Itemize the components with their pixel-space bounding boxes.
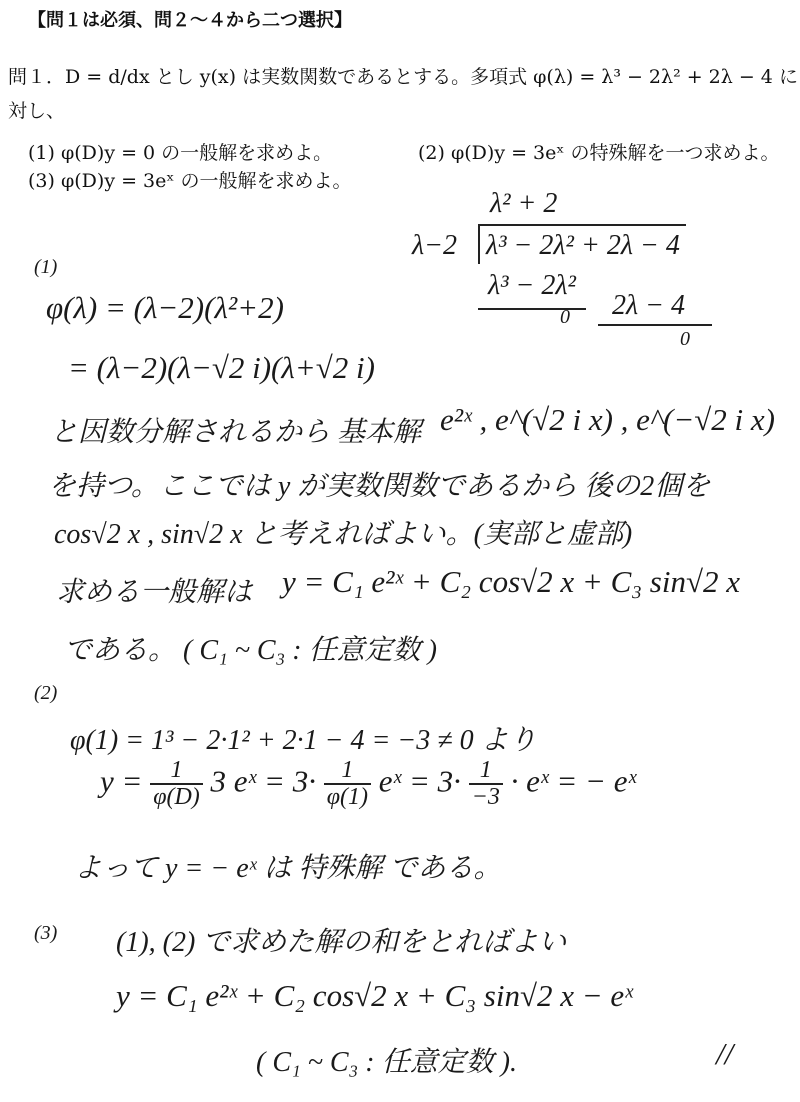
solution-2-term-3: · eˣ = − eˣ <box>510 763 637 799</box>
solution-1-line-7: である。 ( C₁ ~ C₃ : 任意定数 ) <box>64 635 437 666</box>
solution-1-line-1: φ(λ) = (λ−2)(λ²+2) <box>46 290 284 325</box>
fraction-numerator: 1 <box>469 758 503 785</box>
division-subtract: λ³ − 2λ² <box>488 270 576 301</box>
fraction-numerator: 1 <box>150 758 203 785</box>
solution-1-line-2: = (λ−2)(λ−√2 i)(λ+√2 i) <box>68 350 375 385</box>
solution-3-constants-note: ( C₁ ~ C₃ : 任意定数 ). <box>256 1047 517 1078</box>
division-rule-2 <box>598 324 712 326</box>
division-divisor: λ−2 <box>412 230 458 261</box>
fraction-denominator: −3 <box>471 784 500 811</box>
solution-3-label: (3) <box>34 922 58 944</box>
problem-line-2: 対し、 <box>8 100 66 122</box>
solution-2-equation <box>100 758 636 810</box>
solution-3-line-1: (1), (2) で求めた解の和をとればよい <box>116 927 567 958</box>
header-note: 【問１は必須、問２〜４から二つ選択】 <box>28 10 352 31</box>
fraction-1-over-phi-D <box>150 758 203 810</box>
solution-1-line-3a: と因数分解されるから 基本解 <box>50 417 422 448</box>
solution-2-y: y = <box>100 763 143 799</box>
fraction-1-over-phi-1 <box>324 758 371 810</box>
division-remainder: 2λ − 4 <box>612 290 686 321</box>
solution-1-label: (1) <box>34 256 58 278</box>
solution-2-line-1: φ(1) = 1³ − 2·1² + 2·1 − 4 = −3 ≠ 0 より <box>70 725 537 756</box>
solution-2-term-2: eˣ = 3· <box>378 763 461 799</box>
question-1: (1) φ(D)y = 0 の一般解を求めよ。 <box>28 142 333 164</box>
division-bracket <box>478 224 480 264</box>
fraction-numerator: 1 <box>324 758 371 785</box>
solution-1-line-5: cos√2 x , sin√2 x と考えればよい。(実部と虚部) <box>54 519 633 550</box>
question-2: (2) φ(D)y = 3eˣ の特殊解を一つ求めよ。 <box>418 142 780 164</box>
division-bar <box>480 224 686 226</box>
fraction-denominator: φ(D) <box>153 784 200 811</box>
solution-1-line-3b: e²ˣ , e^(√2 i x) , e^(−√2 i x) <box>440 402 775 437</box>
fraction-1-over-minus-3 <box>469 758 503 810</box>
solution-2-label: (2) <box>34 682 58 704</box>
solution-1-general-solution: y = C₁ e²ˣ + C₂ cos√2 x + C₃ sin√2 x <box>282 564 740 599</box>
end-mark: // <box>716 1036 734 1071</box>
solution-1-line-6a: 求める一般解は <box>56 577 253 608</box>
question-3: (3) φ(D)y = 3eˣ の一般解を求めよ。 <box>28 170 352 192</box>
solution-2-conclusion: よって y = − eˣ は 特殊解 である。 <box>74 853 502 884</box>
solution-2-term-1: 3 eˣ = 3· <box>210 763 316 799</box>
division-zero-2: 0 <box>680 328 690 350</box>
solution-3-general-solution: y = C₁ e²ˣ + C₂ cos√2 x + C₃ sin√2 x − eˣ <box>116 978 633 1013</box>
problem-line-1: 問１．D = d/dx とし y(x) は実数関数であるとする。多項式 φ(λ) = λ³ − 2λ² + 2λ − 4 に <box>8 66 798 88</box>
solution-1-line-4: を持つ。ここでは y が実数関数であるから 後の2個を <box>48 471 711 502</box>
division-dividend: λ³ − 2λ² + 2λ − 4 <box>486 230 680 261</box>
division-quotient: λ² + 2 <box>490 188 558 219</box>
fraction-denominator: φ(1) <box>326 784 368 811</box>
division-zero-1: 0 <box>560 306 570 328</box>
